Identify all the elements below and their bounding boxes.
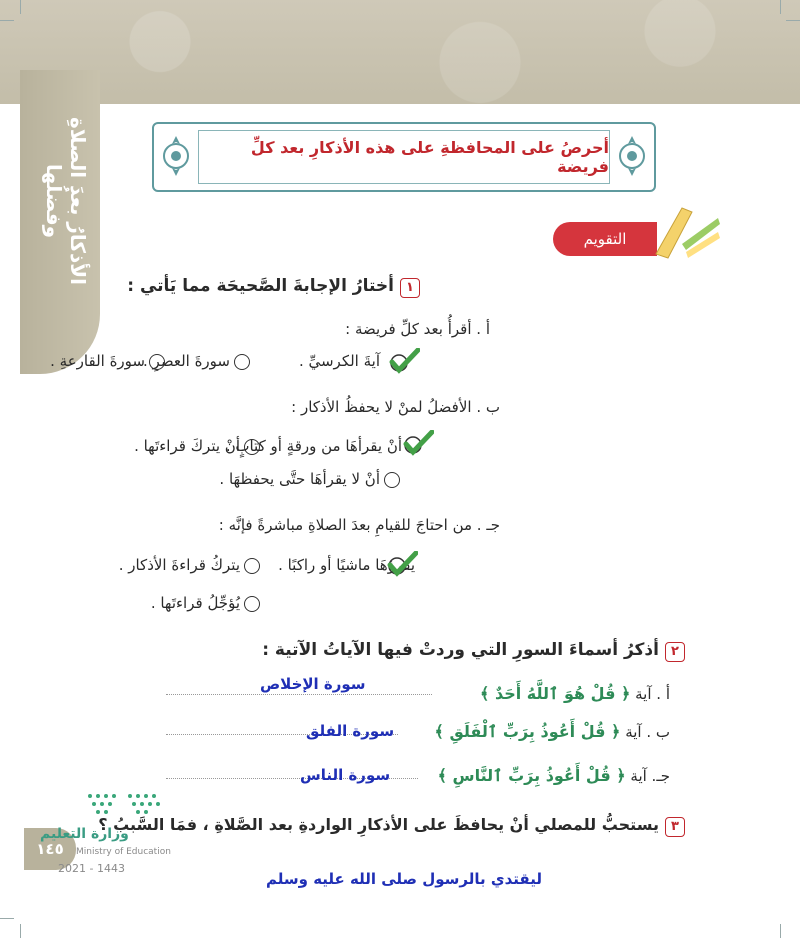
answer-line (166, 694, 432, 695)
q1b-option-1[interactable]: أنْ يتركَ قراءتَها . (134, 437, 260, 455)
pen-book-icon (652, 204, 722, 260)
q1a-stem: أ . أقرأُ بعد كلِّ فريضة : (345, 320, 490, 338)
banner-text: أحرصُ على المحافظةِ على هذه الأذكارِ بعد كلِّ فريضة (250, 138, 609, 176)
crop-mark (20, 0, 21, 14)
checkmark-icon (386, 551, 418, 577)
q2-item-1: أ . آية ﴿ قُلْ هُوَ ٱللَّهُ أَحَدٌ ﴾ (480, 684, 670, 703)
radio-circle-icon[interactable] (384, 472, 400, 488)
reminder-banner (152, 122, 656, 192)
q2-item-1-ayah: ﴿ قُلْ هُوَ ٱللَّهُ أَحَدٌ ﴾ (480, 684, 631, 703)
crop-mark (786, 20, 800, 21)
q1a-option-2[interactable]: آيةَ الكرسيِّ . (298, 352, 380, 370)
lesson-side-title: الأذكارُ بعدَ الصلاةِ وفضلُها (42, 116, 90, 285)
q1c-option-1[interactable]: يتركُ قراءةَ الأذكار . (119, 556, 260, 574)
q2-item-2: ب . آية ﴿ قُلْ أَعُوذُ بِرَبِّ ٱلْفَلَقِ ﴾ (434, 722, 670, 741)
ornament-right-icon (614, 134, 650, 178)
q2-item-2-answer[interactable]: سورة الفلق (306, 722, 395, 740)
crop-mark (780, 0, 781, 14)
q1a-option-3[interactable]: سورةَ القارعةِ . (50, 352, 165, 370)
page-number: ١٤٥ (24, 828, 76, 870)
radio-circle-icon[interactable] (244, 596, 260, 612)
q1-heading (127, 276, 420, 298)
crop-mark (0, 20, 14, 21)
q1c-option-2[interactable]: يقرؤهَا ماشيًا أو راكبًا . (278, 556, 415, 574)
ministry-name-ar: وزارة التعليم (40, 826, 129, 842)
q2-item-1-answer[interactable]: سورة الإخلاص (260, 675, 366, 693)
ornament-left-icon (158, 134, 194, 178)
q2-title: أذكرُ أسماءَ السورِ التي وردتْ فيها الآياتُ الآتية : (262, 640, 659, 660)
edition-year: 2021 - 1443 (58, 862, 125, 875)
q3-title: يستحبُّ للمصلي أنْ يحافظَ على الأذكارِ الواردةِ بعد الصَّلاةِ ، فمَا السَّببُ ؟ (98, 815, 659, 834)
crop-mark (780, 924, 781, 938)
q2-heading (262, 640, 685, 662)
q1b-option-2[interactable]: أنْ يقرأهَا من ورقةٍ أو كتابٍ . (225, 437, 402, 455)
q1b-option-3[interactable]: أنْ لا يقرأهَا حتَّى يحفظهَا . (219, 470, 400, 488)
q2-number: ٢ (665, 642, 685, 662)
radio-circle-icon[interactable] (234, 354, 250, 370)
banner-frame (198, 130, 610, 184)
crop-mark (0, 918, 14, 919)
q3-heading (98, 815, 685, 837)
evaluation-tag-label: التقويم (583, 230, 627, 248)
q2-item-3-answer[interactable]: سورة الناس (300, 766, 391, 784)
q2-item-2-ayah: ﴿ قُلْ أَعُوذُ بِرَبِّ ٱلْفَلَقِ ﴾ (434, 722, 621, 741)
q1c-stem: جـ . من احتاجَ للقيامِ بعدَ الصلاةِ مباشرةً فإنَّه : (218, 516, 500, 534)
radio-circle-icon[interactable] (149, 354, 165, 370)
crop-mark (20, 924, 21, 938)
q2-item-3: جـ. آية ﴿ قُلْ أَعُوذُ بِرَبِّ ٱلنَّاسِ ﴾ (437, 766, 670, 785)
q1c-option-3[interactable]: يُؤجِّلُ قراءتَها . (151, 594, 260, 612)
q1-number: ١ (400, 278, 420, 298)
q1b-stem: ب . الأفضلُ لمنْ لا يحفظُ الأذكار : (291, 398, 500, 416)
q2-item-3-ayah: ﴿ قُلْ أَعُوذُ بِرَبِّ ٱلنَّاسِ ﴾ (437, 766, 626, 785)
radio-circle-icon[interactable] (244, 558, 260, 574)
q3-number: ٣ (665, 817, 685, 837)
q1a-option-1[interactable]: سورةَ العصرِ . (143, 352, 250, 370)
evaluation-tag (553, 222, 657, 256)
header-pattern-band (0, 0, 800, 104)
q1-title: أختارُ الإجابةَ الصَّحيحَة مما يَأتي : (127, 276, 394, 296)
q3-answer[interactable]: ليقتدي بالرسول صلى الله عليه وسلم (266, 870, 542, 888)
checkmark-icon (402, 430, 434, 456)
checkmark-icon (388, 348, 420, 374)
ministry-name-en: Ministry of Education (76, 847, 171, 857)
